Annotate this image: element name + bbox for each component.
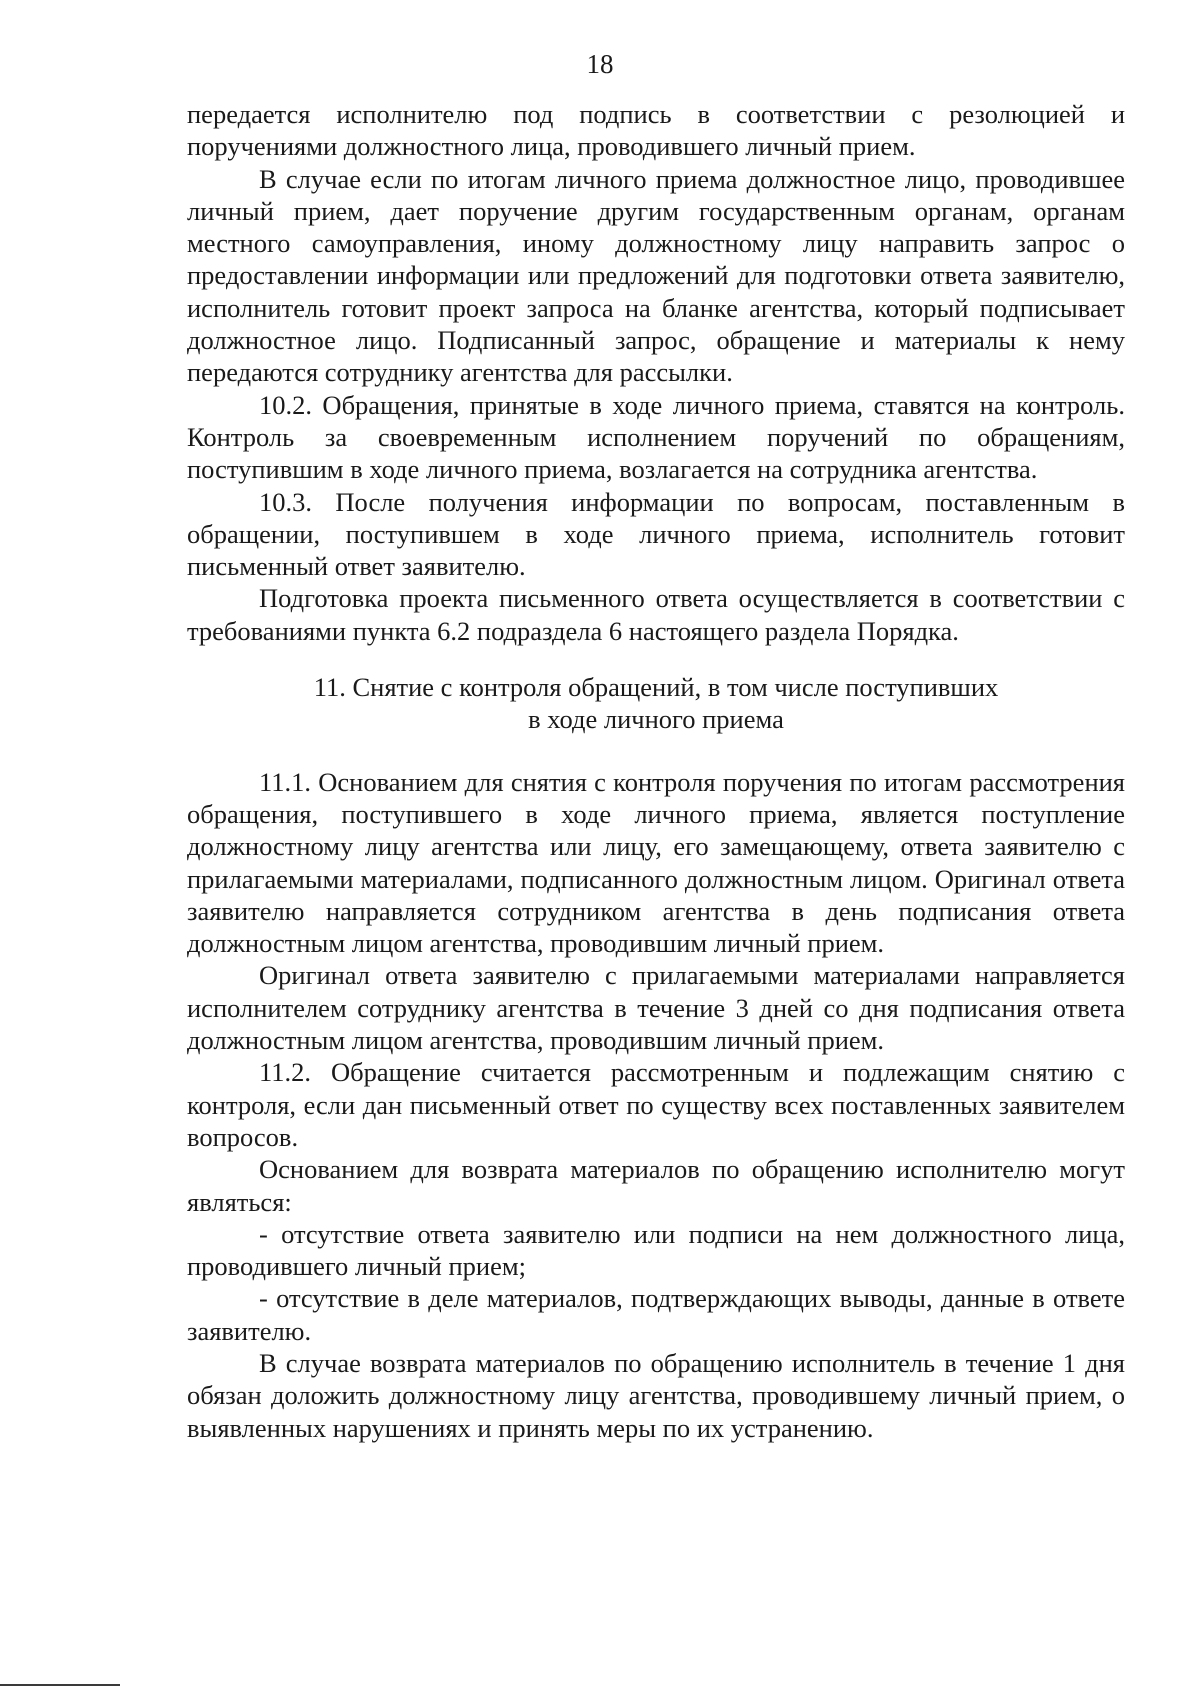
list-item: - отсутствие в деле материалов, подтверждающих выводы, данные в ответе заявителю. <box>187 1283 1125 1346</box>
document-body <box>187 98 1125 1444</box>
paragraph: Подготовка проекта письменного ответа осуществляется в соответствии с требованиями пункта 6.2 подраздела 6 настоящего раздела Порядка. <box>187 583 1125 646</box>
paragraph-continuation: передается исполнителю под подпись в соответствии с резолюцией и поручениями должностного лица, проводившего личный прием. <box>187 99 1125 162</box>
section-heading-line: 11. Снятие с контроля обращений, в том числе поступивших <box>313 672 999 703</box>
paragraph: В случае если по итогам личного приема должностное лицо, проводившее личный прием, дает поручение другим государственным органам, органам местного самоуправления, иному должностному лицу направить запрос о предоставлении информации или предложений для подготовки ответа заявителю, исполнитель готовит проект запроса на бланке агентства, который подписывает должностное лицо. Подписанный запрос, обращение и материалы к нему передаются сотруднику агентства для рассылки. <box>187 163 1125 388</box>
paragraph-10-3: 10.3. После получения информации по вопросам, поставленным в обращении, поступившем в ходе личного приема, исполнитель готовит письменный ответ заявителю. <box>187 486 1125 582</box>
paragraph: Основанием для возврата материалов по обращению исполнителю могут являться: <box>187 1154 1125 1217</box>
paragraph: В случае возврата материалов по обращению исполнитель в течение 1 дня обязан доложить должностному лицу агентства, проводившему личный прием, о выявленных нарушениях и принять меры по их устранению. <box>187 1347 1125 1443</box>
page-number: 18 <box>586 49 614 79</box>
scan-edge-mark <box>0 1684 120 1686</box>
paragraph: Оригинал ответа заявителю с прилагаемыми материалами направляется исполнителем сотруднику агентства в течение 3 дней со дня подписания ответа должностным лицом агентства, проводившим личный прием. <box>187 960 1125 1056</box>
paragraph-11-1: 11.1. Основанием для снятия с контроля поручения по итогам рассмотрения обращения, поступившего в ходе личного приема, является поступление должностному лицу агентства или лицу, его замещающему, ответа заявителю с прилагаемыми материалами, подписанного должностным лицом. Оригинал ответа заявителю направляется сотрудником агентства в день подписания ответа должностным лицом агентства, проводившим личный прием. <box>187 766 1125 959</box>
paragraph-11-2: 11.2. Обращение считается рассмотренным и подлежащим снятию с контроля, если дан письменный ответ по существу всех поставленных заявителем вопросов. <box>187 1057 1125 1152</box>
section-heading-line: в ходе личного приема <box>528 704 784 735</box>
paragraph-10-2: 10.2. Обращения, принятые в ходе личного приема, ставятся на контроль. Контроль за своевременным исполнением поручений по обращениям, поступившим в ходе личного приема, возлагается на сотрудника агентства. <box>187 389 1125 485</box>
list-item: - отсутствие ответа заявителю или подписи на нем должностного лица, проводившего личный прием; <box>187 1218 1125 1282</box>
section-heading-11 <box>187 671 1125 736</box>
